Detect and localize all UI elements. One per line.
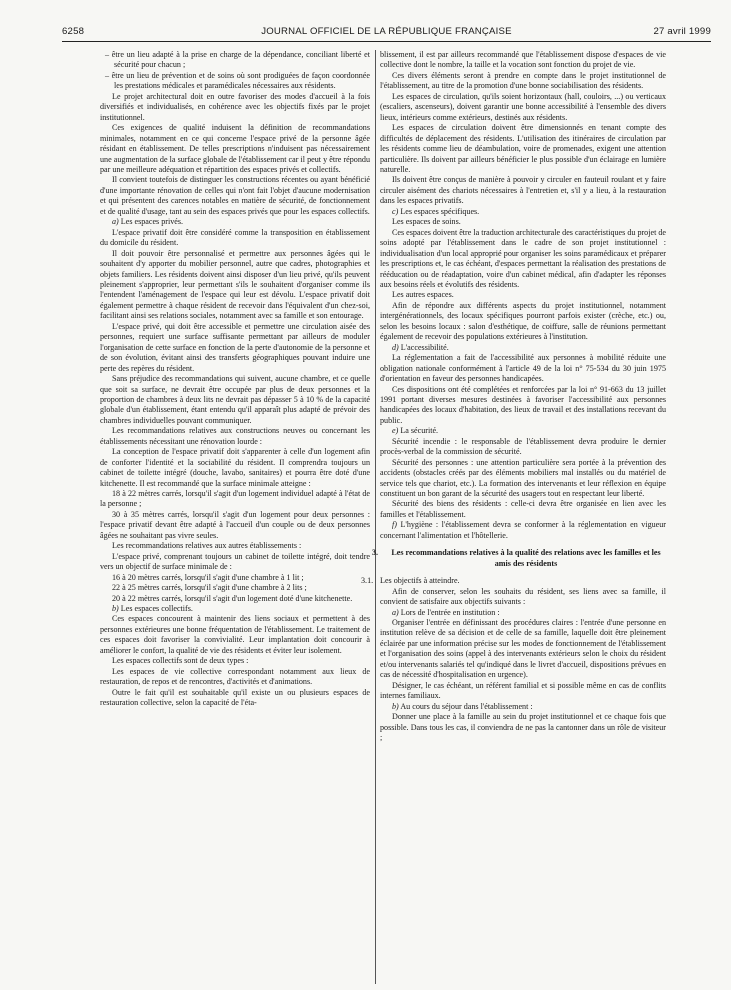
paragraph: Sécurité des personnes : une attention particulière sera portée à la prévention des accidents (obstacles créés par des éléments mobiliers mal installés ou du matériel de service tels que chariot, etc.). La formation des intervenants et leur réflexion en équipe constituent un bon garant de la sécurité des usagers tout en respectant leur liberté.	[380, 457, 666, 499]
paragraph: Organiser l'entrée en définissant des procédures claires : l'entrée d'une personne en institution relève de sa décision et de celle de sa famille, laquelle doit être pleinement éclairée par une information précise sur les modes de fonctionnement de l'établissement et l'organisation des soins (appel à des intervenants extérieurs selon le choix du résident et/ou intervenants salariés tel qu'indiqué dans le livret d'accueil, dispositions prévues en cas de nécessité d'hospitalisation en urgence).	[380, 618, 666, 680]
paragraph: Les espaces de vie collective correspondant notamment aux lieux de restauration, de repos et de rencontres, d'activités et d'animations.	[100, 666, 370, 687]
subsection-heading	[100, 604, 370, 614]
subsection-number: 3.1.	[361, 576, 374, 586]
subsection-title: Les objectifs à atteindre.	[380, 576, 460, 586]
item-text: L'hygiène : l'établissement devra se conformer à la réglementation en vigueur concernant l'alimentation et l'hôtellerie.	[380, 520, 666, 540]
item-title: Les espaces privés.	[120, 217, 184, 227]
paragraph: Il doit pouvoir être personnalisé et permettre aux personnes âgées qui le souhaitent d'y apporter du mobilier personnel, autre que cadres, photographies et objets familiers. Les résidents doivent ainsi disposer d'un lieu privé, qu'ils peuvent pleinement s'approprier, leur permettant s'ils le souhaitent d'organiser comme ils l'entendent l'aménagement de l'espace qui leur est dévolu. L'espace privatif doit également permettre à chaque résident de recevoir dans l'équivalent d'un chez-soi, facilitant ainsi ses relations sociales, notamment avec sa famille et son entourage.	[100, 248, 370, 321]
paragraph	[380, 520, 666, 541]
subsection-heading	[361, 576, 666, 586]
journal-title: JOURNAL OFFICIEL DE LA RÉPUBLIQUE FRANÇAISE	[261, 26, 512, 37]
paragraph: La réglementation a fait de l'accessibilité aux personnes à mobilité réduite une obligation nationale conformément à l'article 49 de la loi n° 75-534 du 30 juin 1975 d'orientation en faveur des personnes handicapées.	[380, 353, 666, 384]
item-label: b)	[112, 604, 119, 614]
paragraph: Sécurité des biens des résidents : celle-ci devra être organisée en lien avec les familles et l'établissement.	[380, 499, 666, 519]
paragraph: Les recommandations relatives aux constructions neuves ou concernant les établissements nécessitant une rénovation lourde :	[100, 426, 370, 446]
item-title: L'accessibilité.	[400, 342, 449, 352]
item-title: Les espaces collectifs.	[120, 604, 193, 614]
item-label: b)	[392, 701, 399, 711]
paragraph: Les recommandations relatives aux autres établissements :	[112, 541, 302, 551]
paragraph: Les espaces collectifs sont de deux types :	[112, 656, 249, 666]
item-title: Au cours du séjour dans l'établissement :	[400, 701, 533, 711]
item-label: c)	[392, 206, 399, 216]
subsection-heading	[100, 217, 370, 227]
paragraph: Afin de répondre aux différents aspects du projet institutionnel, notamment intergénérationnels, des locaux spécifiques pourront parfois exister (crèche, etc.) ou, selon les besoins locaux : salon d'esthétique, de coiffure, salle de réunions permettant également de recevoir des populations extérieures à l'institution.	[380, 300, 666, 342]
column-divider	[375, 50, 376, 984]
paragraph: Ces espaces doivent être la traduction architecturale des caractéristiques du projet de soins adopté par l'établissement dans le cadre de son projet institutionnel : individualisation d'un local approprié pour organiser les soins paramédicaux et préparer les prescriptions et, le cas échéant, d'espaces permettant la réalisation des prestations de rééducation ou de réadaptation, voire d'un cabinet médical, afin d'adapter les réponses aux besoins réels et évolutifs des résidents.	[380, 227, 666, 289]
paragraph: Sécurité incendie : le responsable de l'établissement devra produire le dernier procès-verbal de la commission de sécurité.	[380, 436, 666, 457]
paragraph: Le projet architectural doit en outre favoriser des modes d'accueil à la fois diversifiés et individualisés, en cohérence avec les objectifs fixés par le projet institutionnel.	[100, 91, 370, 122]
paragraph: 16 à 20 mètres carrés, lorsqu'il s'agit d'une chambre à 1 lit ;	[112, 572, 304, 582]
section-3	[372, 548, 666, 569]
paragraph: Ces divers éléments seront à prendre en compte dans le projet institutionnel de l'établissement, au titre de la promotion d'une bonne sociabilisation des résidents.	[380, 70, 666, 91]
subsection-heading	[380, 426, 666, 436]
subsection-heading	[380, 702, 666, 712]
paragraph: L'espace privé, comprenant toujours un cabinet de toilette intégré, doit tendre vers un objectif de surface minimale de :	[100, 551, 370, 572]
page-header	[62, 22, 711, 40]
paragraph: L'espace privé, qui doit être accessible et permettre une circulation aisée des personnes, requiert une surface suffisante permettant par ailleurs de moduler l'organisation de cette surface en fonction de la perte d'autonomie de la personne et de son évolution, évitant ainsi des transferts géographiques pouvant induire une perte des repères du résident.	[100, 321, 370, 373]
item-title: Les espaces spécifiques.	[400, 206, 480, 216]
paragraph: 30 à 35 mètres carrés, lorsqu'il s'agit d'un logement pour deux personnes : l'espace privatif devant être adapté à l'accueil d'un couple ou de deux personnes âgées ne souhaitant pas vivre seules.	[100, 509, 370, 540]
paragraph: La conception de l'espace privatif doit s'apparenter à celle d'un logement afin de conforter l'identité et la sociabilité du résident. Il comprendra toujours un cabinet de toilette intégré (douche, lavabo, sanitaires) et pourra être doté d'une kitchenette. Il est recommandé que la surface minimale atteigne :	[100, 447, 370, 488]
paragraph: Donner une place à la famille au sein du projet institutionnel et ce chaque fois que possible. Dans tous les cas, il conviendra de ne pas la cantonner dans un rôle de visiteur ;	[380, 712, 666, 742]
item-label: a)	[112, 217, 119, 227]
paragraph: blissement, il est par ailleurs recommandé que l'établissement dispose d'espaces de vie collective dont le nombre, la taille et la vocation sont fonction du projet de vie.	[380, 50, 666, 70]
header-rule	[62, 41, 711, 42]
paragraph: – être un lieu adapté à la prise en charge de la dépendance, conciliant liberté et sécurité pour chacun ;	[105, 50, 370, 70]
subsection-heading	[380, 343, 666, 353]
paragraph: Les espaces de circulation doivent être dimensionnés en tenant compte des difficultés de déplacement des résidents. L'utilisation des itinéraires de circulation par les résidents comme lieu de déambulation, voire de promenades, exigent une attention particulière. Ils doivent par ailleurs bénéficier le plus possible d'un éclairage en lumière naturelle.	[380, 123, 666, 174]
item-label: f)	[392, 520, 397, 530]
item-label: d)	[392, 342, 399, 352]
left-column	[100, 50, 370, 986]
item-title: Lors de l'entrée en institution :	[400, 607, 500, 617]
section-heading	[372, 548, 666, 569]
paragraph: 20 à 22 mètres carrés, lorsqu'il s'agit d'un logement doté d'une kitchenette.	[112, 593, 353, 603]
paragraph: L'espace privatif doit être considéré comme la transposition en établissement du domicile du résident.	[100, 227, 370, 248]
item-label: e)	[392, 426, 399, 436]
subsection-heading	[380, 608, 666, 618]
publication-date: 27 avril 1999	[653, 26, 711, 37]
paragraph: Les espaces de soins.	[392, 217, 461, 227]
paragraph: Ces dispositions ont été complétées et renforcées par la loi n° 91-663 du 13 juillet 1991 portant diverses mesures destinées à favoriser l'accessibilité aux personnes handicapées des locaux d'habitation, des lieux de travail et des installations recevant du public.	[380, 384, 666, 425]
paragraph: Les autres espaces.	[392, 290, 454, 300]
paragraph: Outre le fait qu'il est souhaitable qu'il existe un ou plusieurs espaces de restauration collective, selon la capacité de l'éta-	[100, 687, 370, 708]
item-label: a)	[392, 607, 399, 617]
paragraph: Les espaces de circulation, qu'ils soient horizontaux (hall, couloirs, ...) ou verticaux (escaliers, ascenseurs), doivent garantir une bonne accessibilité à l'ensemble des divers lieux, intérieurs comme extérieurs, destinés aux résidents.	[380, 91, 666, 122]
section-number: 3.	[372, 548, 379, 558]
paragraph: Il convient toutefois de distinguer les constructions récentes ou ayant bénéficié d'une importante rénovation de celles qui n'ont fait l'objet d'aucune modernisation et qui présentent des carences notables en matière de sécurité, de fonctionnement et de qualité d'usage, tant au sein des espaces privés que pour les espaces collectifs.	[100, 175, 370, 216]
paragraph: 22 à 25 mètres carrés, lorsqu'il s'agit d'une chambre à 2 lits ;	[112, 583, 307, 593]
page-number: 6258	[62, 26, 85, 37]
right-column	[361, 50, 666, 986]
paragraph: Afin de conserver, selon les souhaits du résident, ses liens avec sa famille, il convient de satisfaire aux objectifs suivants :	[380, 586, 666, 607]
paragraph: Ces exigences de qualité induisent la définition de recommandations minimales, notamment en ce qui concerne l'espace privé de la personne âgée résidant en établissement. De telles prescriptions n'induisent pas nécessairement une augmentation de la surface globale de l'établissement car il peut y être répondu par une meilleure adéquation et répartition des espaces privés et collectifs.	[100, 123, 370, 174]
subsection-heading	[380, 207, 666, 217]
section-title: Les recommandations relatives à la qualité des relations avec les familles et les amis des résidents	[391, 548, 661, 568]
paragraph: – être un lieu de prévention et de soins où sont prodiguées de façon coordonnée les prestations médicales et paramédicales nécessaires aux résidents.	[105, 70, 370, 91]
paragraph: Ces espaces concourent à maintenir des liens sociaux et permettent à des personnes extérieures une bonne fréquentation de l'établissement. Le traitement de ces espaces doit favoriser la convivialité. Leur implantation doit concourir à améliorer le confort, la qualité de vie des résidents et éviter leur isolement.	[100, 614, 370, 655]
paragraph: 18 à 22 mètres carrés, lorsqu'il s'agit d'un logement individuel adapté à l'état de la personne ;	[100, 489, 370, 509]
paragraph: Sans préjudice des recommandations qui suivent, aucune chambre, et ce quelle que soit sa surface, ne devrait être occupée par plus de deux personnes et la proportion de chambres à deux lits ne devrait pas dépasser 5 à 10 % de la capacité globale d'un établissement, étant entendu qu'il apparaît plus adapté de prévoir des chambres individuelles pouvant communiquer.	[100, 374, 370, 425]
paragraph: Désigner, le cas échéant, un référent familial et si possible même en cas de conflits internes familiaux.	[380, 680, 666, 701]
paragraph: Ils doivent être conçus de manière à pouvoir y circuler en fauteuil roulant et y faire circuler aisément des chariots nécessaires à l'entretien et, s'il y a lieu, à la restauration dans les espaces privatifs.	[380, 175, 666, 206]
item-title: La sécurité.	[400, 426, 439, 436]
